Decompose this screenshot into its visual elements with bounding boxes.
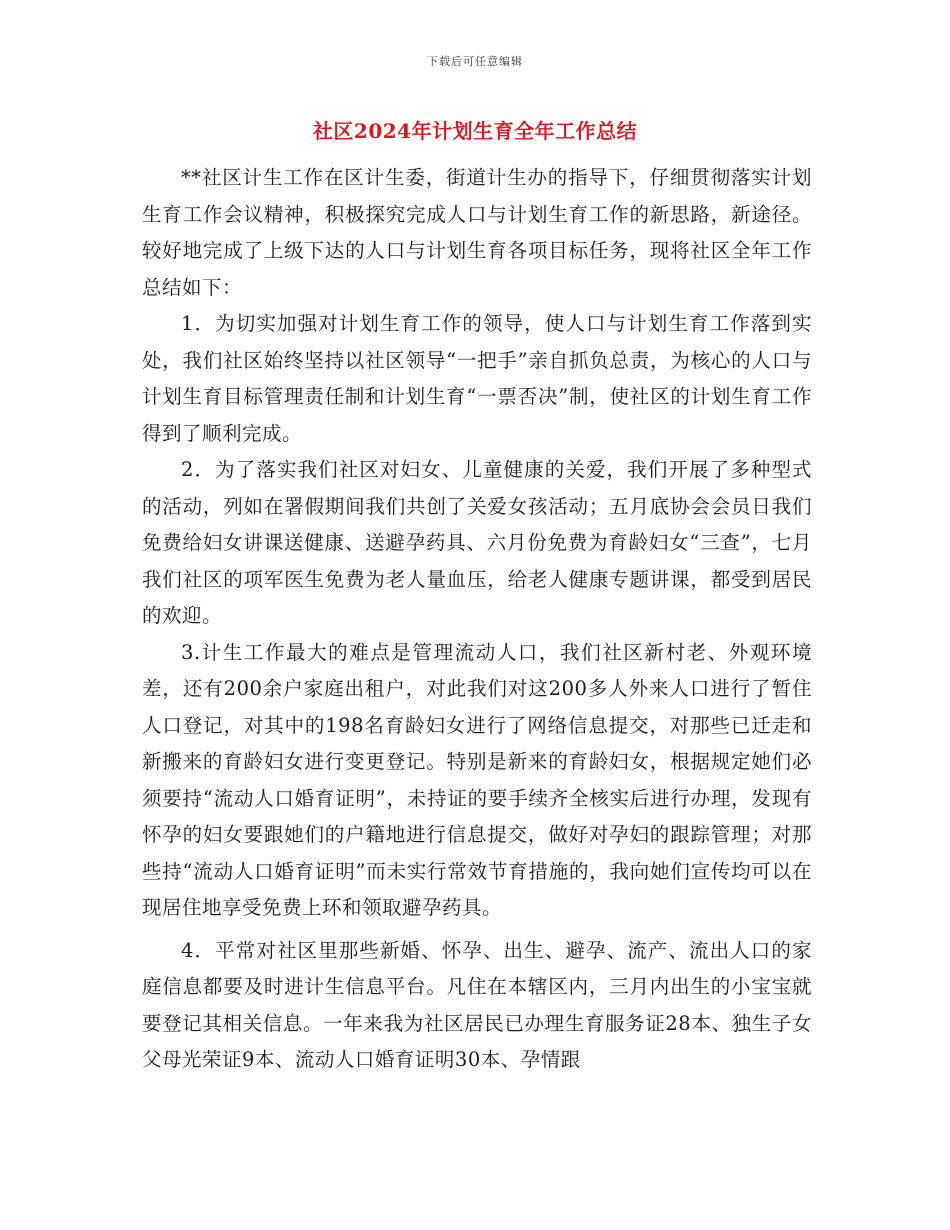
paragraph-2: 2．为了落实我们社区对妇女、儿童健康的关爱，我们开展了多种型式的活动，列如在署假期间我们共创了关爱女孩活动；五月底协会会员日我们免费给妇女讲课送健康、送避孕药具、六月份免费为育龄妇女“三查”，七月我们社区的项军医生免费为老人量血压，给老人健康专题讲课，都受到居民的欢迎。 [142,458,812,627]
document-body [142,160,812,1079]
paragraph-intro: **社区计生工作在区计生委，街道计生办的指导下，仔细贯彻落实计划生育工作会议精神，积极探究完成人口与计划生育工作的新思路，新途径。较好地完成了上级下达的人口与计划生育各项目标任务，现将社区全年工作总结如下： [142,166,812,299]
document-title: 社区2024年计划生育全年工作总结 [312,119,638,143]
paragraph-1: 1．为切实加强对计划生育工作的领导，使人口与计划生育工作落到实处，我们社区始终坚持以社区领导“一把手”亲自抓负总责，为核心的人口与计划生育目标管理责任制和计划生育“一票否决”制，使社区的计划生育工作得到了顺利完成。 [142,312,812,445]
paragraph-4: 4．平常对社区里那些新婚、怀孕、出生、避孕、流产、流出人口的家庭信息都要及时进计生信息平台。凡住在本辖区内，三月内出生的小宝宝就要登记其相关信息。一年来我为社区居民已办理生育服务证28本、独生子女父母光荣证9本、流动人口婚育证明30本、孕情跟 [142,938,812,1071]
paragraph-3: 3.计生工作最大的难点是管理流动人口，我们社区新村老、外观环境差，还有200余户家庭出租户，对此我们对这200多人外来人口进行了暂住人口登记，对其中的198名育龄妇女进行了网络信息提交，对那些已迁走和新搬来的育龄妇女进行变更登记。特别是新来的育龄妇女，根据规定她们必须要持“流动人口婚育证明”，未持证的要手续齐全核实后进行办理，发现有怀孕的妇女要跟她们的户籍地进行信息提交，做好对孕妇的跟踪管理；对那些持“流动人口婚育证明”而未实行常效节育措施的，我向她们宣传均可以在现居住地享受免费上环和领取避孕药具。 [142,640,812,919]
header-note: 下载后可任意编辑 [427,55,523,68]
